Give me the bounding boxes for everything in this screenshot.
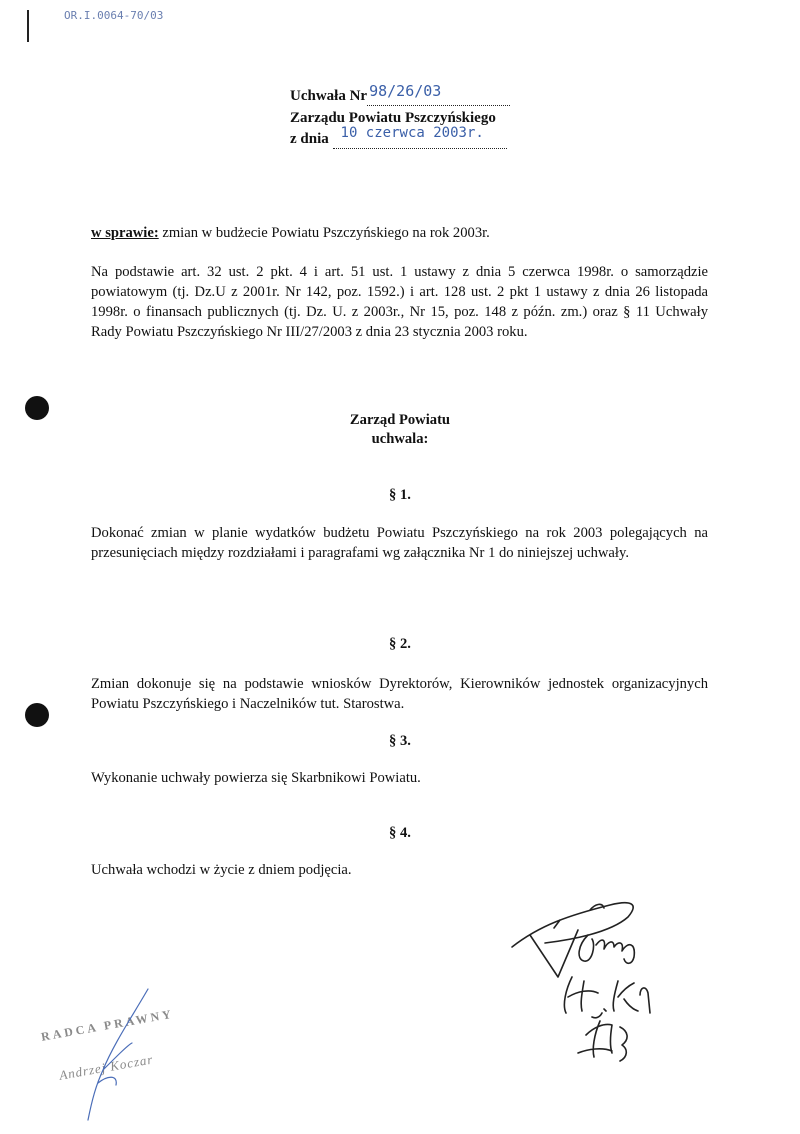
stamp-name: Andrzej Koczar	[58, 1051, 155, 1083]
subject-line	[91, 223, 708, 243]
board-name: Zarządu Powiatu Pszczyńskiego	[290, 110, 496, 126]
stamp-signature	[78, 985, 168, 1125]
date-line	[290, 125, 507, 149]
resolution-line	[290, 82, 510, 106]
stamp-title: RADCA PRAWNY	[40, 1006, 175, 1044]
board-heading: Zarząd Powiatu	[349, 412, 451, 428]
legal-basis-text: Na podstawie art. 32 ust. 2 pkt. 4 i art. 51 ust. 1 ustawy z dnia 5 czerwca 1998r. o samorządzie powiatowym (tj. Dz.U z 2001r. Nr 142, poz. 1592.) i art. 128 ust. 2 pkt 1 ustawy z dnia 26 listopada 1998r. o finansach publicznych (tj. Dz. U. z 2003r., Nr 15, poz. 148 z późn. zm.) oraz § 11 Uchwały Rady Powiatu Pszczyńskiego Nr III/27/2003 z dnia 23 stycznia 2003 roku.	[91, 264, 708, 340]
section-3-text: Wykonanie uchwały powierza się Skarbnikowi Powiatu.	[91, 770, 421, 786]
margin-bar	[27, 10, 29, 42]
section-4-title: § 4.	[389, 825, 411, 841]
section-1-title: § 1.	[389, 487, 411, 503]
legal-basis	[91, 262, 708, 342]
signature-1	[512, 903, 633, 977]
date-value: 10 czerwca 2003r.	[340, 125, 484, 141]
section-3-title: § 3.	[389, 733, 411, 749]
punch-hole-bottom	[25, 703, 49, 727]
section-2-text: Zmian dokonuje się na podstawie wniosków Dyrektorów, Kierowników jednostek organizacyjnych Powiatu Pszczyńskiego i Naczelników tut. Starostwa.	[91, 676, 708, 712]
signature-4	[578, 1013, 627, 1061]
subject-label: w sprawie:	[91, 225, 159, 241]
section-1-text: Dokonać zmian w planie wydatków budżetu Powiatu Pszczyńskiego na rok 2003 polegających na przesunięciach między rozdziałami i paragrafami wg załącznika Nr 1 do niniejszej uchwały.	[91, 525, 708, 561]
section-2-title: § 2.	[389, 636, 411, 652]
margin-note: OR.I.0064-70/03	[64, 9, 164, 22]
date-prefix: z dnia	[290, 131, 329, 147]
resolution-number: 98/26/03	[369, 82, 442, 100]
resolution-prefix: Uchwała Nr	[290, 88, 368, 104]
section-4-text: Uchwała wchodzi w życie z dniem podjęcia.	[91, 862, 352, 878]
subject-text: zmian w budżecie Powiatu Pszczyńskiego na rok 2003r.	[158, 225, 490, 241]
signature-3	[564, 977, 650, 1013]
resolves-heading: uchwala:	[371, 431, 429, 447]
signatures	[500, 885, 680, 1070]
signature-2	[579, 935, 634, 963]
